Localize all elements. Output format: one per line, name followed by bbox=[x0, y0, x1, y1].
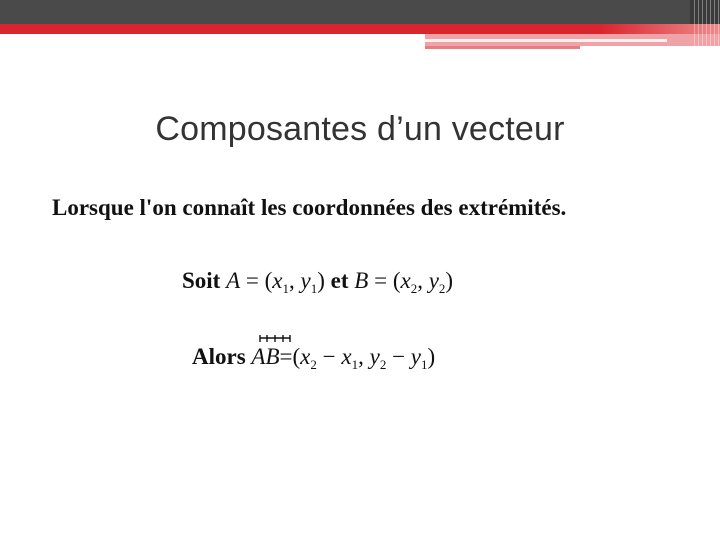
sub-1: 1 bbox=[421, 357, 428, 372]
equals-open: = ( bbox=[368, 268, 401, 293]
word-alors: Alors bbox=[192, 344, 246, 369]
word-et: et bbox=[330, 268, 349, 293]
sub-2: 2 bbox=[410, 281, 418, 296]
comma: , bbox=[358, 344, 370, 369]
var-x: x bbox=[272, 268, 283, 293]
sub-2: 2 bbox=[379, 357, 387, 372]
var-x: x bbox=[400, 268, 411, 293]
word-soit: Soit bbox=[182, 268, 221, 293]
var-x: x bbox=[341, 344, 352, 369]
var-x: x bbox=[300, 344, 311, 369]
slide-accent-pink-thin bbox=[425, 46, 580, 49]
minus: − bbox=[386, 344, 411, 369]
sub-1: 1 bbox=[351, 357, 359, 372]
sub-1: 1 bbox=[310, 281, 318, 296]
close-paren: ) bbox=[317, 268, 325, 293]
slide-accent-white-stripe bbox=[425, 39, 667, 42]
var-y: y bbox=[428, 268, 439, 293]
close-paren: ) bbox=[427, 344, 436, 369]
sub-1: 1 bbox=[282, 281, 290, 296]
var-y: y bbox=[410, 344, 422, 369]
vector-arrow-icon bbox=[259, 333, 293, 343]
point-a: A bbox=[226, 268, 241, 293]
minus: − bbox=[316, 344, 342, 369]
slide-title: Composantes d’un vecteur bbox=[155, 110, 565, 148]
equals-open: =( bbox=[279, 344, 301, 369]
vector-ab: AB bbox=[251, 344, 280, 369]
var-y: y bbox=[300, 268, 311, 293]
point-b: B bbox=[354, 268, 369, 293]
equals-open: = ( bbox=[240, 268, 273, 293]
sub-2: 2 bbox=[310, 357, 317, 372]
sub-2: 2 bbox=[438, 281, 446, 296]
slide-accent-vertical-stripes bbox=[694, 0, 720, 48]
slide-top-bar bbox=[0, 0, 720, 24]
comma: , bbox=[289, 268, 301, 293]
var-y: y bbox=[369, 344, 380, 369]
lead-sentence: Lorsque l'on connaît les coordonnées des extrémités. bbox=[52, 195, 567, 220]
comma: , bbox=[417, 268, 429, 293]
formula-soit bbox=[182, 268, 453, 297]
close-paren: ) bbox=[445, 268, 454, 293]
formula-alors bbox=[192, 344, 435, 373]
